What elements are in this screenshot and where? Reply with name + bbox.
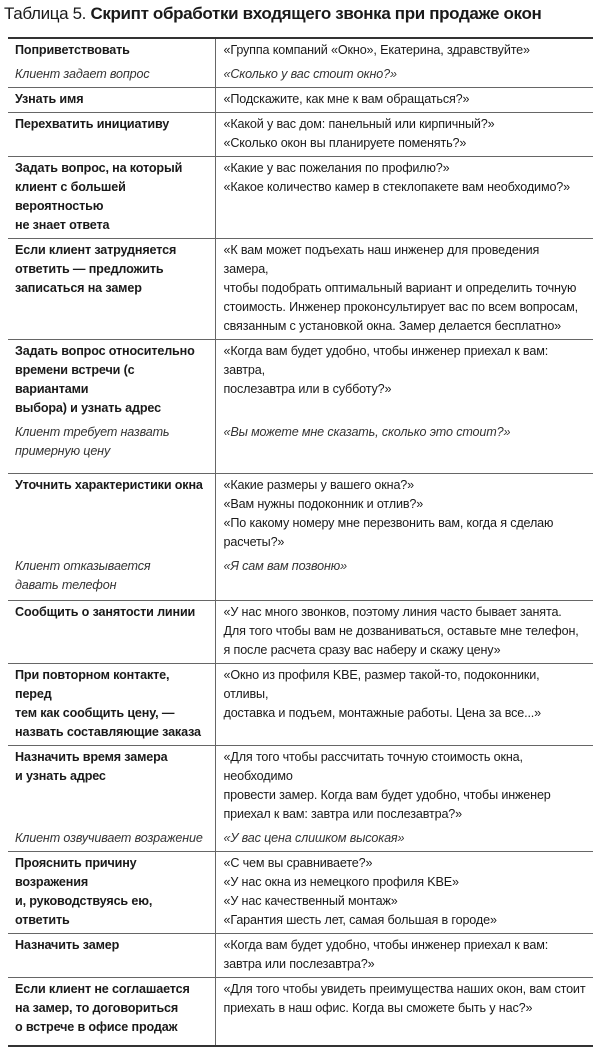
manager-action: При повторном контакте, перед тем как сообщить цену, — назвать составляющие заказа bbox=[15, 667, 201, 739]
manager-phrase: «Окно из профиля KBE, размер такой-то, подоконники, отливы, доставка и подъем, монтажные работы. Цена за все...» bbox=[223, 667, 541, 720]
phrase-cell bbox=[215, 88, 593, 113]
manager-action: Прояснить причину возражения и, руководствуясь ею, ответить bbox=[15, 855, 153, 927]
phrase-cell bbox=[215, 340, 593, 422]
phrase-cell bbox=[215, 600, 593, 663]
manager-action: Сообщить о занятости линии bbox=[15, 604, 196, 619]
phrase-cell bbox=[215, 977, 593, 1046]
phrase-cell bbox=[215, 473, 593, 555]
manager-phrase: «К вам может подъехать наш инженер для проведения замера, чтобы подобрать оптимальный вариант и определить точную стоимость. Инженер проконсультирует вас по всем вопросам, связанным с установкой окна. Замер делается бесплатно» bbox=[223, 243, 578, 333]
script-step-row bbox=[8, 239, 593, 340]
script-step-row bbox=[8, 745, 593, 827]
phrase-cell bbox=[215, 113, 593, 157]
client-situation: Клиент требует назвать примерную цену bbox=[15, 425, 170, 458]
manager-phrase: «Какой у вас дом: панельный или кирпичный?» bbox=[223, 117, 495, 131]
script-step-row bbox=[8, 113, 593, 157]
manager-phrase: «У нас качественный монтаж» bbox=[223, 893, 398, 908]
manager-phrase: «Когда вам будет удобно, чтобы инженер приехал к вам: завтра, послезавтра или в субботу?» bbox=[223, 344, 549, 396]
manager-action-cell bbox=[8, 88, 215, 113]
phrase-cell bbox=[215, 63, 593, 88]
script-step-row bbox=[8, 851, 593, 933]
manager-phrase: «Для того чтобы увидеть преимущества наших окон, вам стоит приехать в наш офис. Когда вы сможете быть у нас?» bbox=[223, 981, 586, 1015]
phrase-cell bbox=[215, 157, 593, 239]
manager-action-cell bbox=[8, 113, 215, 157]
client-situation-cell bbox=[8, 555, 215, 600]
manager-phrase: «Когда вам будет удобно, чтобы инженер приехал к вам: завтра или послезавтра?» bbox=[223, 937, 549, 971]
phrase-cell bbox=[215, 933, 593, 977]
manager-phrase: «С чем вы сравниваете?» bbox=[223, 855, 373, 870]
manager-action-cell bbox=[8, 933, 215, 977]
manager-action: Задать вопрос относительно времени встречи (с вариантами выбора) и узнать адрес bbox=[15, 344, 195, 415]
manager-action-cell bbox=[8, 663, 215, 745]
manager-action-cell bbox=[8, 745, 215, 827]
manager-action-cell bbox=[8, 977, 215, 1046]
manager-action: Узнать имя bbox=[15, 92, 84, 106]
manager-phrase: «Вам нужны подоконник и отлив?» bbox=[223, 496, 424, 511]
script-step-row bbox=[8, 157, 593, 239]
phrase-cell bbox=[215, 663, 593, 745]
client-phrase: «Вы можете мне сказать, сколько это стоит?» bbox=[223, 425, 511, 439]
script-step-row bbox=[8, 340, 593, 422]
manager-phrase: «Для того чтобы рассчитать точную стоимость окна, необходимо провести замер. Когда вам будет удобно, чтобы инженер приехал к вам: завтра или послезавтра?» bbox=[223, 749, 551, 821]
phrase-cell bbox=[215, 555, 593, 600]
call-script-table bbox=[8, 37, 593, 1047]
manager-phrase: «Какие у вас пожелания по профилю?» bbox=[223, 161, 450, 175]
phrase-cell bbox=[215, 38, 593, 63]
manager-phrase: «У нас окна из немецкого профиля KBE» bbox=[223, 874, 459, 889]
table-number: Таблица 5. bbox=[4, 4, 91, 23]
client-phrase: «Я сам вам позвоню» bbox=[223, 559, 347, 573]
manager-action-cell bbox=[8, 851, 215, 933]
manager-phrase: «Группа компаний «Окно», Екатерина, здравствуйте» bbox=[223, 43, 530, 57]
manager-phrase: «По какому номеру мне перезвонить вам, когда я сделаю расчеты?» bbox=[223, 515, 554, 549]
client-situation: Клиент задает вопрос bbox=[15, 67, 150, 81]
manager-action: Если клиент затрудняется ответить — предложить записаться на замер bbox=[15, 243, 177, 295]
manager-action: Поприветствовать bbox=[15, 43, 130, 57]
client-response-row bbox=[8, 421, 593, 473]
manager-action: Назначить время замера и узнать адрес bbox=[15, 749, 168, 783]
table-caption bbox=[4, 2, 598, 26]
client-situation-cell bbox=[8, 421, 215, 473]
manager-action-cell bbox=[8, 157, 215, 239]
manager-action: Перехватить инициативу bbox=[15, 117, 170, 131]
manager-action: Назначить замер bbox=[15, 937, 120, 952]
phrase-cell bbox=[215, 745, 593, 827]
script-step-row bbox=[8, 88, 593, 113]
script-step-row bbox=[8, 663, 593, 745]
client-situation-cell bbox=[8, 63, 215, 88]
call-script-body bbox=[8, 38, 593, 1046]
phrase-cell bbox=[215, 851, 593, 933]
manager-phrase: «Подскажите, как мне к вам обращаться?» bbox=[223, 92, 470, 106]
manager-phrase: «Гарантия шесть лет, самая большая в городе» bbox=[223, 912, 497, 927]
manager-action-cell bbox=[8, 239, 215, 340]
client-response-row bbox=[8, 827, 593, 852]
manager-action-cell bbox=[8, 473, 215, 555]
script-step-row bbox=[8, 977, 593, 1046]
manager-phrase: «Какие размеры у вашего окна?» bbox=[223, 477, 415, 492]
manager-phrase: «У нас много звонков, поэтому линия часто бывает занята. Для того чтобы вам не дозваниваться, оставьте мне телефон, я после расчета сразу вас наберу и скажу цену» bbox=[223, 604, 579, 657]
client-response-row bbox=[8, 63, 593, 88]
table-title: Скрипт обработки входящего звонка при продаже окон bbox=[90, 4, 542, 23]
manager-phrase: «Сколько окон вы планируете поменять?» bbox=[223, 136, 467, 150]
client-phrase: «Сколько у вас стоит окно?» bbox=[223, 67, 397, 81]
manager-action-cell bbox=[8, 340, 215, 422]
manager-phrase: «Какое количество камер в стеклопакете вам необходимо?» bbox=[223, 180, 571, 194]
phrase-cell bbox=[215, 421, 593, 473]
script-step-row bbox=[8, 933, 593, 977]
phrase-cell bbox=[215, 239, 593, 340]
phrase-cell bbox=[215, 827, 593, 852]
script-step-row bbox=[8, 473, 593, 555]
manager-action-cell bbox=[8, 38, 215, 63]
manager-action-cell bbox=[8, 600, 215, 663]
manager-action: Уточнить характеристики окна bbox=[15, 477, 203, 492]
script-step-row bbox=[8, 600, 593, 663]
client-phrase: «У вас цена слишком высокая» bbox=[223, 830, 405, 845]
manager-action: Задать вопрос, на который клиент с большей вероятностью не знает ответа bbox=[15, 161, 183, 232]
script-step-row bbox=[8, 38, 593, 63]
client-situation: Клиент озвучивает возражение bbox=[15, 830, 203, 845]
client-situation-cell bbox=[8, 827, 215, 852]
client-response-row bbox=[8, 555, 593, 600]
client-situation: Клиент отказывается давать телефон bbox=[15, 559, 151, 592]
manager-action: Если клиент не соглашается на замер, то договориться о встрече в офисе продаж bbox=[15, 981, 190, 1034]
